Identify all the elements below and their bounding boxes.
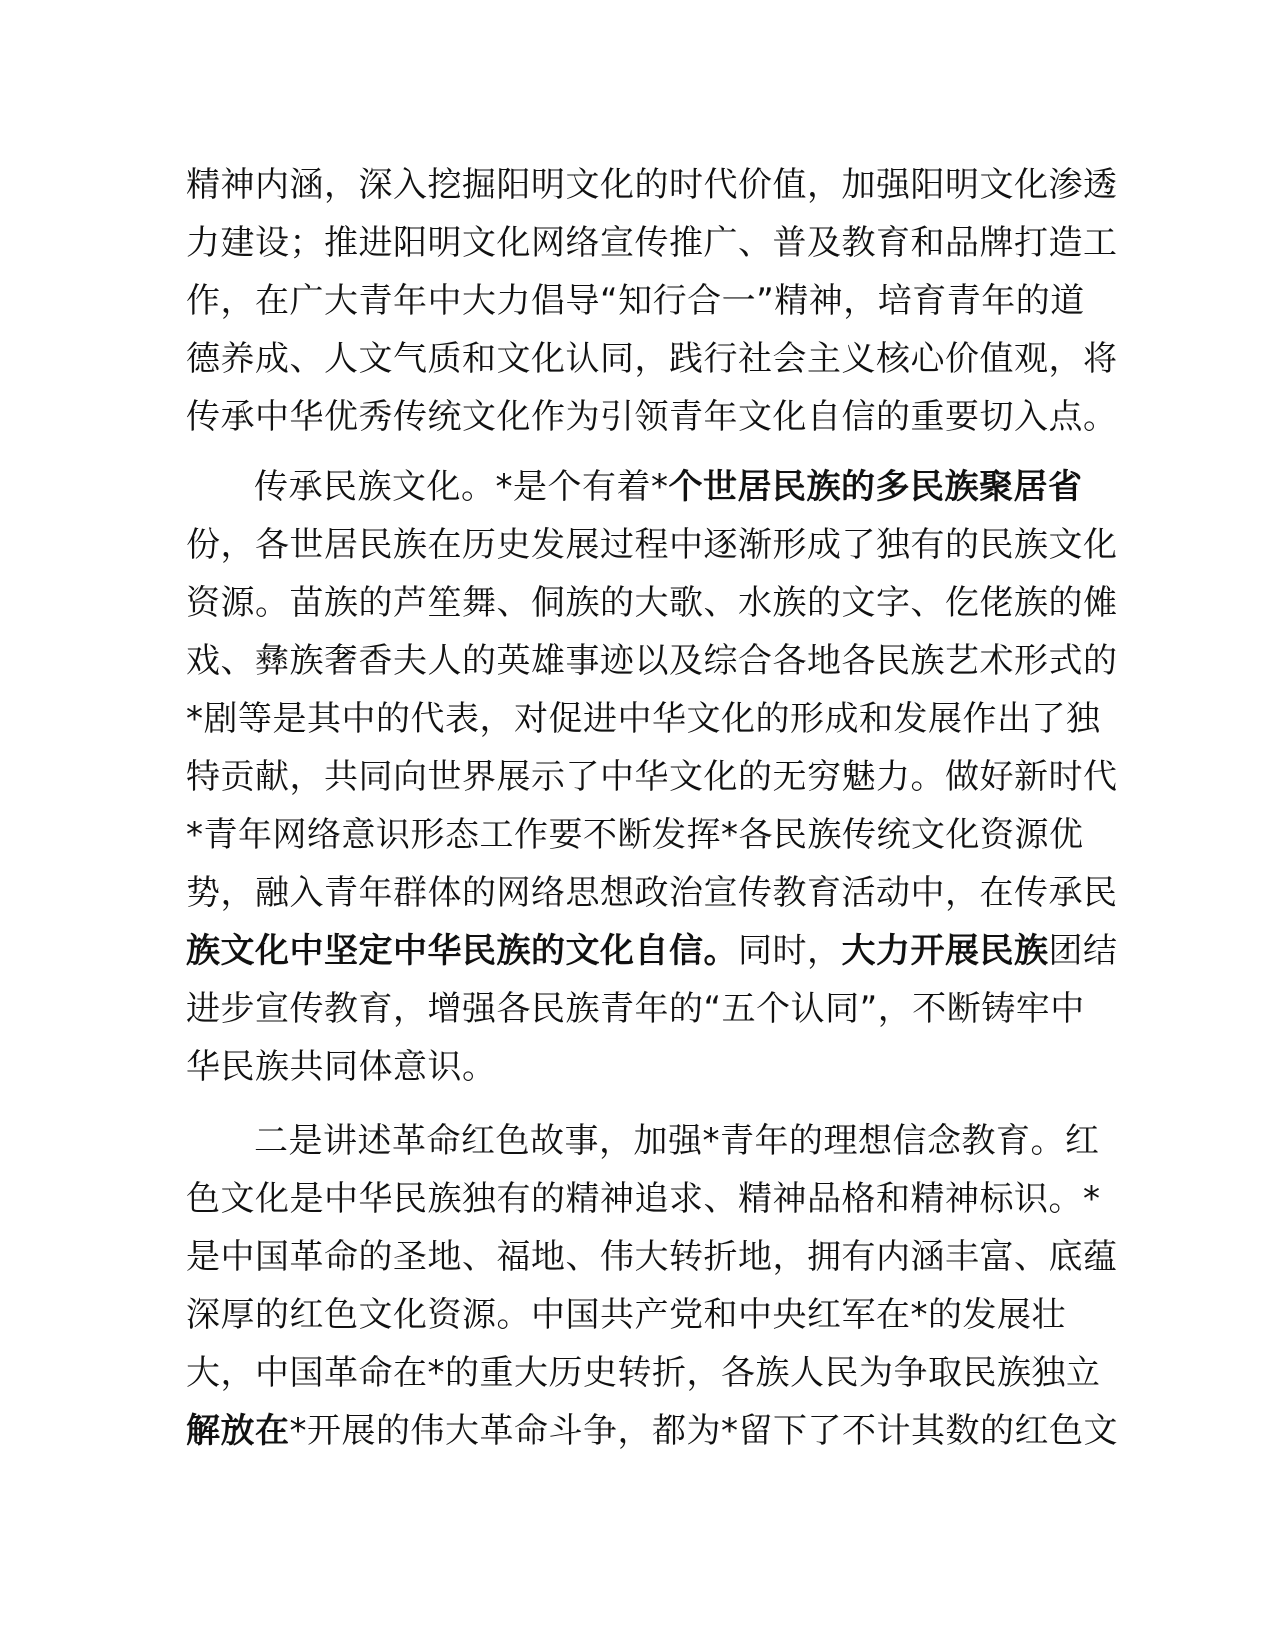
text-line: 德养成、人文气质和文化认同，践行社会主义核心价值观，将 xyxy=(186,339,1118,379)
text-line: 资源。苗族的芦笙舞、侗族的大歌、水族的文字、仡佬族的傩 xyxy=(186,583,1118,623)
text-line: 传承中华优秀传统文化作为引领青年文化自信的重要切入点。 xyxy=(186,397,1118,437)
text-line: 精神内涵，深入挖掘阳明文化的时代价值，加强阳明文化渗透 xyxy=(186,165,1118,205)
text-line: 特贡献，共同向世界展示了中华文化的无穷魅力。做好新时代 xyxy=(186,757,1118,797)
text-line: 色文化是中华民族独有的精神追求、精神品格和精神标识。* xyxy=(186,1179,1101,1219)
text-line: 份，各世居民族在历史发展过程中逐渐形成了独有的民族文化 xyxy=(186,525,1118,565)
text-line: *青年网络意识形态工作要不断发挥*各民族传统文化资源优 xyxy=(186,815,1084,855)
text-line: 作，在广大青年中大力倡导“知行合一”精神，培育青年的道 xyxy=(186,281,1085,321)
text-line: *剧等是其中的代表，对促进中华文化的形成和发展作出了独 xyxy=(186,699,1101,739)
text-line: 华民族共同体意识。 xyxy=(186,1047,497,1087)
text-run: 传承民族文化。*是个有着* xyxy=(254,467,669,507)
text-line: 大，中国革命在*的重大历史转折，各族人民为争取民族独立 xyxy=(186,1353,1101,1393)
text-run: *开展的伟大革命斗争，都为*留下了不计其数的红色文 xyxy=(289,1411,1118,1451)
paragraph-red-culture xyxy=(186,1112,1118,1460)
text-line: 进步宣传教育，增强各民族青年的“五个认同”，不断铸牢中 xyxy=(186,989,1085,1029)
text-run-bold: 族文化中坚定中华民族的文化自信。 xyxy=(186,931,738,971)
text-run-bold: 大力开展民族 xyxy=(841,931,1049,971)
text-line xyxy=(186,1402,1118,1460)
paragraph-yangming-culture xyxy=(186,156,1118,446)
text-line: 二是讲述革命红色故事，加强*青年的理想信念教育。红 xyxy=(254,1121,1100,1161)
text-line: 是中国革命的圣地、福地、伟大转折地，拥有内涵丰富、底蕴 xyxy=(186,1237,1118,1277)
text-line: 势，融入青年群体的网络思想政治宣传教育活动中，在传承民 xyxy=(186,873,1118,913)
text-run-bold: 解放在 xyxy=(186,1411,290,1451)
text-line: 戏、彝族奢香夫人的英雄事迹以及综合各地各民族艺术形式的 xyxy=(186,641,1118,681)
text-line xyxy=(186,458,1086,516)
text-line: 力建设；推进阳明文化网络宣传推广、普及教育和品牌打造工 xyxy=(186,223,1118,263)
text-line: 深厚的红色文化资源。中国共产党和中央红军在*的发展壮 xyxy=(186,1295,1066,1335)
text-run: 团结 xyxy=(1048,931,1118,971)
text-line xyxy=(186,922,1118,980)
text-run-bold: 个世居民族的多民族聚居省 xyxy=(668,467,1083,507)
text-run: 同时， xyxy=(738,931,842,971)
paragraph-ethnic-culture xyxy=(186,458,1118,1096)
